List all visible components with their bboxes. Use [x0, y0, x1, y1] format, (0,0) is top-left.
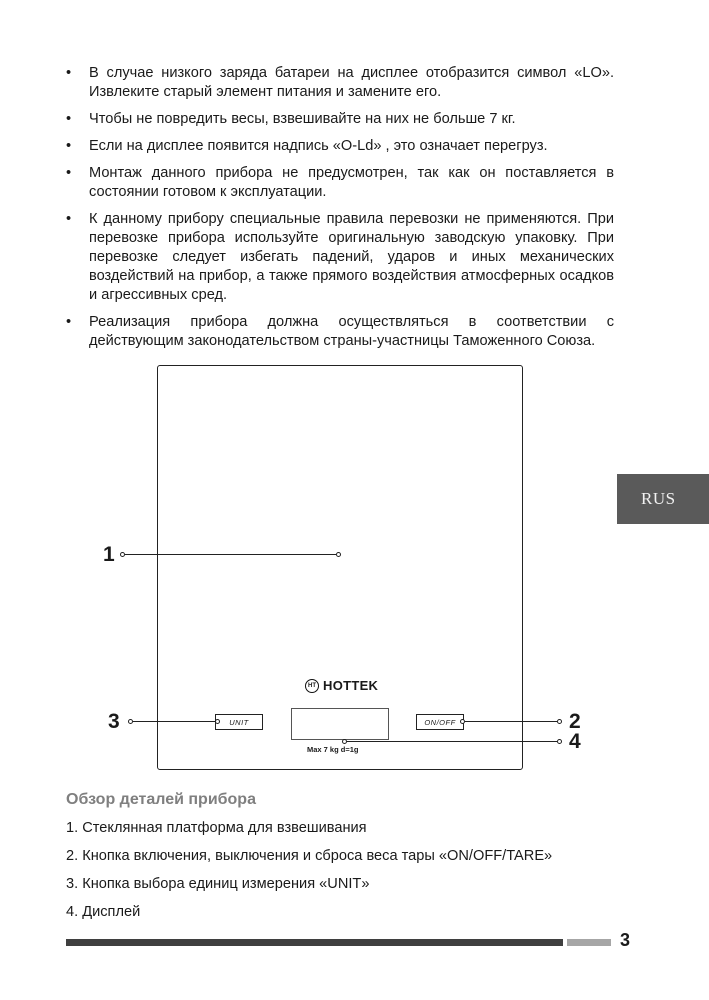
list-item: • Монтаж данного прибора не предусмотрен, так как он поставляется в состоянии готовом к эксплуатации.: [66, 164, 614, 202]
brand-badge-icon: HT: [305, 679, 319, 693]
callout-3: 3: [108, 710, 120, 733]
callout-leader: [465, 721, 557, 722]
callout-dot: [336, 552, 341, 557]
section-title: Обзор деталей прибора: [66, 791, 256, 808]
callout-leader: [133, 721, 217, 722]
callout-4: 4: [569, 730, 581, 753]
footer-rule-accent: [567, 939, 611, 946]
instructions-list: [66, 64, 614, 359]
callout-dot: [215, 719, 220, 724]
on-off-button: ON/OFF: [416, 714, 464, 730]
list-item: 4. Дисплей: [66, 904, 141, 920]
callout-leader: [125, 554, 336, 555]
capacity-label: Max 7 kg d=1g: [307, 745, 359, 754]
list-item: • Если на дисплее появится надпись «O-Ld» , это означает перегруз.: [66, 137, 614, 156]
list-item: • К данному прибору специальные правила перевозки не применяются. При перевозке прибора используйте оригинальную заводскую упаковку. При перевозке следует избегать падений, ударов и иных механических воздействий на прибор, а также прямого воздействия атмосферных осадков и агрессивных сред.: [66, 210, 614, 305]
scale-display: [291, 708, 389, 740]
brand-logo: [305, 678, 378, 693]
list-item: • В случае низкого заряда батареи на дисплее отобразится символ «LO». Извлеките старый элемент питания и замените его.: [66, 64, 614, 102]
language-tab: RUS: [617, 474, 709, 524]
callout-dot: [557, 739, 562, 744]
list-item: • Реализация прибора должна осуществляться в соответствии с действующим законодательством страны-участницы Таможенного Союза.: [66, 313, 614, 351]
footer-rule: [66, 939, 563, 946]
callout-1: 1: [103, 543, 115, 566]
brand-name: HOTTEK: [323, 678, 379, 693]
list-item: • Чтобы не повредить весы, взвешивайте на них не больше 7 кг.: [66, 110, 614, 129]
list-item: 3. Кнопка выбора единиц измерения «UNIT»: [66, 876, 370, 892]
callout-dot: [557, 719, 562, 724]
list-item: 1. Стеклянная платформа для взвешивания: [66, 820, 367, 836]
callout-2: 2: [569, 710, 581, 733]
parts-list: [66, 819, 626, 931]
callout-leader: [347, 741, 557, 742]
unit-button: UNIT: [215, 714, 263, 730]
list-item: 2. Кнопка включения, выключения и сброса веса тары «ON/OFF/TARE»: [66, 848, 553, 864]
page-number: 3: [620, 930, 631, 950]
